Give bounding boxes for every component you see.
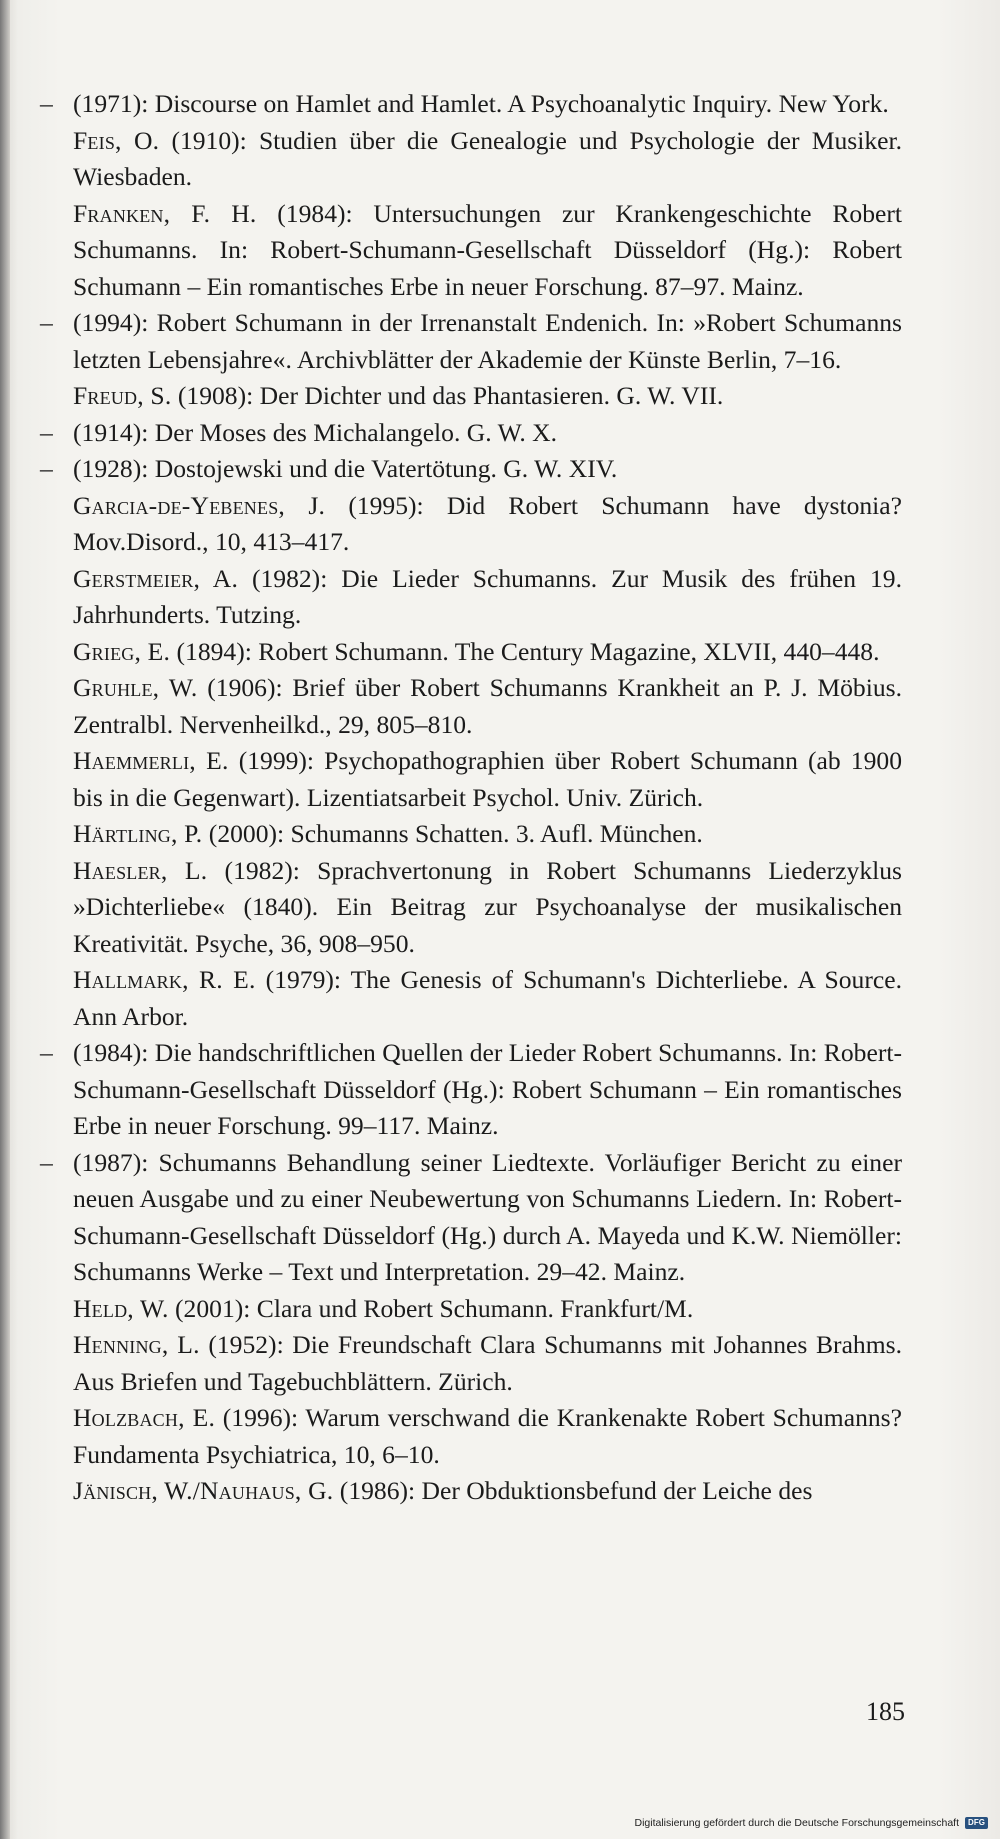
reference-entry (40, 1291, 902, 1328)
reference-author: Henning, L. (73, 1330, 200, 1359)
reference-author: Freud, S. (73, 381, 172, 410)
reference-entry (40, 853, 902, 963)
reference-author: Hallmark, R. E. (73, 965, 256, 994)
dfg-logo-icon: DFG (965, 1817, 988, 1829)
reference-text: (1906): Brief über Robert Schumanns Krankheit an P. J. Möbius. Zentralbl. Nervenheilkd., 29, 805–810. (73, 673, 902, 739)
reference-text: (1982): Die Lieder Schumanns. Zur Musik des frühen 19. Jahrhunderts. Tutzing. (73, 563, 902, 629)
reference-entry (40, 378, 902, 415)
reference-entry (40, 1035, 902, 1145)
reference-entry (40, 634, 902, 671)
reference-text: (2000): Schumanns Schatten. 3. Aufl. München. (208, 819, 703, 848)
references-list (40, 86, 902, 1510)
repeat-author-dash: – (40, 1038, 53, 1067)
reference-entry (40, 488, 902, 561)
repeat-author-dash: – (40, 1147, 53, 1177)
reference-author: Jänisch, W./Nauhaus, G. (73, 1476, 334, 1505)
reference-text: (1995): Did Robert Schumann have dystonia? Mov.Disord., 10, 413–417. (73, 490, 902, 556)
repeat-author-dash: – (40, 454, 53, 483)
reference-author: Feis, O. (73, 125, 160, 155)
reference-text: (1971): Discourse on Hamlet and Hamlet. A Psychoanalytic Inquiry. New York. (73, 89, 889, 118)
reference-entry (40, 962, 902, 1035)
reference-text: (1984): Die handschriftlichen Quellen der Lieder Robert Schumanns. In: Robert-Schumann-Gesellschaft Düsseldorf (Hg.): Robert Schumann – Ein romantisches Erbe in neuer Forschung. 99–117. Mainz. (73, 1038, 902, 1140)
page-number: 185 (866, 1697, 905, 1726)
reference-text: (1987): Schumanns Behandlung seiner Liedtexte. Vorläufiger Bericht zu einer neuen Ausgabe und zu einer Neubewertung von Schumanns Liedern. In: Robert-Schumann-Gesellschaft Düsseldorf (Hg.) durch A. Mayeda und K.W. Niemöller: Schumanns Werke – Text und Interpretation. 29–42. Mainz. (73, 1147, 902, 1286)
reference-text: (1910): Studien über die Genealogie und Psychologie der Musiker. Wiesbaden. (73, 125, 902, 191)
reference-entry (40, 743, 902, 816)
reference-author: Holzbach, E. (73, 1403, 216, 1432)
reference-entry (40, 415, 902, 452)
reference-entry (40, 1145, 902, 1291)
repeat-author-dash: – (40, 308, 53, 337)
reference-text: (1999): Psychopathographien über Robert Schumann (ab 1900 bis in die Gegenwart). Lizentiatsarbeit Psychol. Univ. Zürich. (73, 746, 902, 812)
reference-author: Haemmerli, E. (73, 746, 229, 775)
reference-text: (1984): Untersuchungen zur Krankengeschichte Robert Schumanns. In: Robert-Schumann-Gesellschaft Düsseldorf (Hg.): Robert Schumann – Ein romantisches Erbe in neuer Forschung. 87–97. Mainz. (73, 198, 902, 301)
reference-text: (1982): Sprachvertonung in Robert Schumanns Liederzyklus »Dichterliebe« (1840). Ein Beitrag zur Psychoanalyse der musikalischen Kreativität. Psyche, 36, 908–950. (73, 855, 902, 958)
reference-text: (1928): Dostojewski und die Vatertötung. G. W. XIV. (73, 454, 618, 483)
reference-author: Grieg, E. (73, 636, 171, 666)
reference-entry (40, 86, 902, 123)
reference-author: Gerstmeier, A. (73, 563, 239, 593)
reference-entry (40, 1473, 902, 1510)
page-binding-edge (0, 0, 10, 1839)
reference-entry (40, 305, 902, 378)
reference-text: (1914): Der Moses des Michalangelo. G. W. X. (73, 417, 558, 447)
reference-entry (40, 670, 902, 743)
reference-text: (1894): Robert Schumann. The Century Magazine, XLVII, 440–448. (176, 636, 880, 666)
reference-text: (1952): Die Freundschaft Clara Schumanns mit Johannes Brahms. Aus Briefen und Tagebuchblättern. Zürich. (73, 1330, 902, 1396)
reference-text: (2001): Clara und Robert Schumann. Frankfurt/M. (175, 1293, 694, 1323)
reference-text: (1908): Der Dichter und das Phantasieren. G. W. VII. (177, 381, 724, 410)
reference-text: (1994): Robert Schumann in der Irrenanstalt Endenich. In: »Robert Schumanns letzten Lebensjahre«. Archivblätter der Akademie der Künste Berlin, 7–16. (73, 308, 902, 374)
reference-entry (40, 451, 902, 488)
repeat-author-dash: – (40, 417, 53, 447)
reference-author: Härtling, P. (73, 819, 203, 848)
reference-text: (1979): The Genesis of Schumann's Dichterliebe. A Source. Ann Arbor. (73, 965, 902, 1031)
reference-author: Gruhle, W. (73, 673, 198, 702)
reference-text: (1986): Der Obduktionsbefund der Leiche des (339, 1476, 813, 1505)
repeat-author-dash: – (40, 89, 53, 118)
reference-entry (40, 1400, 902, 1473)
reference-author: Franken, F. H. (73, 198, 257, 228)
reference-author: Garcia-de-Yebenes, J. (73, 490, 326, 520)
reference-entry (40, 196, 902, 306)
reference-entry (40, 561, 902, 634)
reference-author: Haesler, L. (73, 855, 208, 885)
reference-author: Held, W. (73, 1293, 169, 1323)
reference-entry (40, 123, 902, 196)
footer-text: Digitalisierung gefördert durch die Deutsche Forschungsgemeinschaft (634, 1817, 959, 1829)
digitization-footer (634, 1813, 988, 1833)
reference-entry (40, 1327, 902, 1400)
reference-entry (40, 816, 902, 853)
reference-text: (1996): Warum verschwand die Krankenakte Robert Schumanns? Fundamenta Psychiatrica, 10, 6–10. (73, 1403, 902, 1469)
